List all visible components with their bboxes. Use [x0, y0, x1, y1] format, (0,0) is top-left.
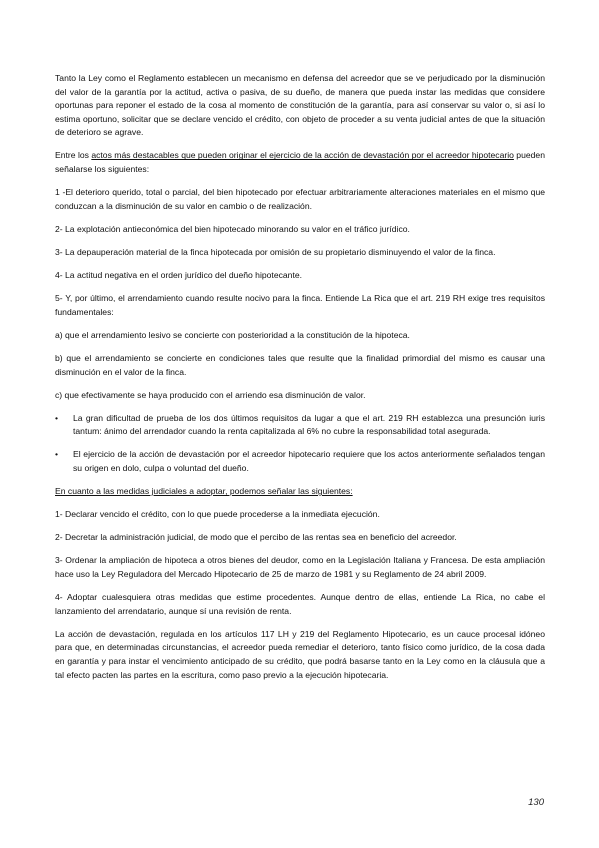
paragraph-measure-1: 1- Declarar vencido el crédito, con lo que puede procederse a la inmediata ejecución.	[55, 509, 380, 520]
bullet-item	[55, 412, 545, 439]
bullet-text: El ejercicio de la acción de devastación por el acreedor hipotecario requiere que los actos anteriormente señalados tengan su origen en dolo, culpa o voluntad del dueño.	[73, 449, 545, 473]
paragraph-act-2: 2- La explotación antieconómica del bien hipotecado minorando su valor en el tráfico jurídico.	[55, 223, 410, 234]
bullet-icon: •	[55, 449, 59, 460]
bullet-list	[55, 412, 545, 476]
bullet-text: La gran dificultad de prueba de los dos últimos requisitos da lugar a que el art. 219 RH establezca una presunción iuris tantum: ánimo del arrendador cuando la renta capitalizada al 6% no cubre la responsabilidad total asegurada.	[73, 412, 545, 437]
paragraph-measure-4: 4- Adoptar cualesquiera otras medidas que estime procedentes. Aunque dentro de ellas, entiende La Rica, no cabe el lanzamiento del arrendatario, aunque sí una revisión de renta.	[55, 592, 545, 616]
paragraph-acts-underlined: actos más destacables que pueden originar el ejercicio de la acción de devastación por el acreedor hipotecario	[91, 150, 514, 161]
paragraph-acts-suffix: pueden señalarse los siguientes:	[55, 150, 545, 175]
paragraph-requirement-c: c) que efectivamente se haya producido con el arriendo esa disminución de valor.	[55, 389, 366, 400]
paragraph-measures-heading: En cuanto a las medidas judiciales a adoptar, podemos señalar las siguientes:	[55, 486, 353, 497]
paragraph-act-5: 5- Y, por último, el arrendamiento cuando resulte nocivo para la finca. Entiende La Rica que el art. 219 RH exige tres requisitos fundamentales:	[55, 293, 545, 317]
paragraph-intro: Tanto la Ley como el Reglamento establecen un mecanismo en defensa del acreedor que se ve perjudicado por la disminución del valor de la garantía por la actitud, activa o pasiva, de su dueño, de manera que pueda instar las medidas que considere oportunas para reponer el estado de la cosa al momento de constitución de la garantía, para así conservar su valor o, si así lo estima oportuno, solicitar que se declare vencido el crédito, con objeto de proceder a su venta judicial antes de que la situación de deterioro se agrave.	[55, 73, 545, 138]
paragraph-requirement-a: a) que el arrendamiento lesivo se concierte con posterioridad a la constitución de la hipoteca.	[55, 329, 410, 340]
document-body	[55, 72, 545, 692]
paragraph-act-3: 3- La depauperación material de la finca hipotecada por omisión de su propietario disminuyendo el valor de la finca.	[55, 246, 496, 257]
paragraph-act-4: 4- La actitud negativa en el orden jurídico del dueño hipotecante.	[55, 270, 303, 281]
paragraph-acts-prefix: Entre los	[55, 150, 92, 161]
page-number: 130	[528, 797, 544, 808]
bullet-icon: •	[55, 412, 59, 423]
paragraph-act-1: 1 -El deterioro querido, total o parcial, del bien hipotecado por efectuar arbitrariamente alteraciones materiales en el mismo que conduzcan a la disminución de su valor en cambio o de realización.	[55, 187, 545, 211]
paragraph-measure-3: 3- Ordenar la ampliación de hipoteca a otros bienes del deudor, como en la Legislación Italiana y Francesa. De esta ampliación hace uso la Ley Reguladora del Mercado Hipotecario de 25 de marzo de 1981 y su Reglamento de 24 abril 2009.	[55, 555, 545, 579]
paragraph-acts-intro	[55, 149, 545, 176]
paragraph-conclusion: La acción de devastación, regulada en los artículos 117 LH y 219 del Reglamento Hipotecario, es un cauce procesal idóneo para que, en determinadas circunstancias, el acreedor pueda remediar el deterioro, tanto físico como jurídico, de la cosa dada en garantía y para instar el vencimiento anticipado de su crédito, que podrá basarse tanto en la Ley como en la cláusula que a tal efecto pacten las partes en la escritura, como paso previo a la ejecución hipotecaria.	[55, 628, 545, 680]
paragraph-requirement-b: b) que el arrendamiento se concierte en condiciones tales que resulte que la finalidad primordial del mismo es causar una disminución en el valor de la finca.	[55, 352, 545, 377]
paragraph-measure-2: 2- Decretar la administración judicial, de modo que el percibo de las rentas sea en beneficio del acreedor.	[55, 532, 457, 543]
bullet-item	[55, 448, 545, 475]
